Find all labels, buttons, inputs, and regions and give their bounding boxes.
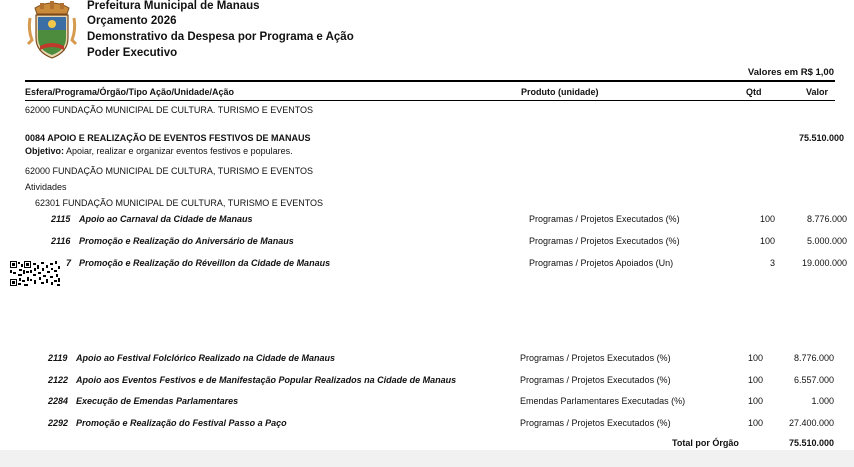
action-code: 2284 (48, 396, 69, 406)
action-value: 19.000.000 (801, 258, 847, 268)
manaus-coat-of-arms-icon (26, 0, 78, 62)
action-name: Apoio ao Festival Folclórico Realizado na Cidade de Manaus (76, 353, 336, 363)
action-product: Programas / Projetos Executados (%) (529, 214, 680, 224)
action-name: Promoção e Realização do Réveillon da Cidade de Manaus (79, 258, 331, 268)
col-valor: Valor (806, 87, 829, 97)
action-product: Programas / Projetos Apoiados (Un) (529, 258, 674, 268)
unidade: 62301 FUNDAÇÃO MUNICIPAL DE CULTURA, TURISMO E EVENTOS (35, 198, 324, 208)
action-qtd: 100 (747, 418, 763, 428)
header-poder: Poder Executivo (87, 47, 178, 59)
total-value: 75.510.000 (788, 438, 834, 448)
header-prefeitura: Prefeitura Municipal de Manaus (87, 0, 260, 12)
tipo-acao: Atividades (25, 182, 67, 192)
action-qtd: 100 (747, 353, 763, 363)
header-orcamento: Orçamento 2026 (87, 15, 177, 27)
program-objective (25, 146, 293, 156)
action-product: Programas / Projetos Executados (%) (520, 375, 671, 385)
header-bottom-rule (25, 100, 835, 101)
action-name: Execução de Emendas Parlamentares (76, 396, 239, 406)
action-product: Emendas Parlamentares Executadas (%) (520, 396, 686, 406)
orgao-top: 62000 FUNDAÇÃO MUNICIPAL DE CULTURA. TURISMO E EVENTOS (25, 105, 314, 115)
qr-code-icon (10, 261, 61, 286)
action-code: 2122 (48, 375, 69, 385)
action-value: 27.400.000 (788, 418, 834, 428)
action-name: Promoção e Realização do Festival Passo a Paço (76, 418, 287, 428)
col-produto: Produto (unidade) (521, 87, 599, 97)
action-code: 2292 (48, 418, 69, 428)
action-product: Programas / Projetos Executados (%) (520, 353, 671, 363)
action-value: 6.557.000 (793, 375, 834, 385)
action-code: 2116 (51, 236, 71, 246)
action-qtd: 3 (769, 258, 775, 268)
objective-label: Objetivo: (25, 146, 65, 156)
action-qtd: 100 (759, 214, 775, 224)
action-name: Promoção e Realização do Aniversário de Manaus (79, 236, 294, 246)
program-value: 75.510.000 (798, 133, 844, 143)
col-esfera: Esfera/Programa/Órgão/Tipo Ação/Unidade/Ação (25, 87, 235, 97)
header-demonstrativo: Demonstrativo da Despesa por Programa e Ação (87, 31, 354, 43)
action-value: 8.776.000 (806, 214, 847, 224)
action-code: 2119 (48, 353, 68, 363)
action-name: Apoio aos Eventos Festivos e de Manifestação Popular Realizados na Cidade de Manaus (76, 375, 457, 385)
total-label: Total por Órgão (672, 438, 739, 448)
col-qtd: Qtd (746, 87, 762, 97)
action-qtd: 100 (747, 375, 763, 385)
program-title: 0084 APOIO E REALIZAÇÃO DE EVENTOS FESTIVOS DE MANAUS (25, 133, 311, 143)
action-value: 8.776.000 (793, 353, 834, 363)
action-name: Apoio ao Carnaval da Cidade de Manaus (79, 214, 253, 224)
header-top-rule (25, 80, 835, 82)
action-product: Programas / Projetos Executados (%) (529, 236, 680, 246)
action-value: 5.000.000 (806, 236, 847, 246)
action-value: 1.000 (811, 396, 834, 406)
values-note: Valores em R$ 1,00 (747, 67, 834, 78)
action-code: 2115 (51, 214, 71, 224)
action-qtd: 100 (759, 236, 775, 246)
objective-text: Apoiar, realizar e organizar eventos festivos e populares. (66, 146, 293, 156)
action-product: Programas / Projetos Executados (%) (520, 418, 671, 428)
action-qtd: 100 (747, 396, 763, 406)
action-code: 7 (66, 258, 72, 268)
orgao: 62000 FUNDAÇÃO MUNICIPAL DE CULTURA, TURISMO E EVENTOS (25, 166, 314, 176)
